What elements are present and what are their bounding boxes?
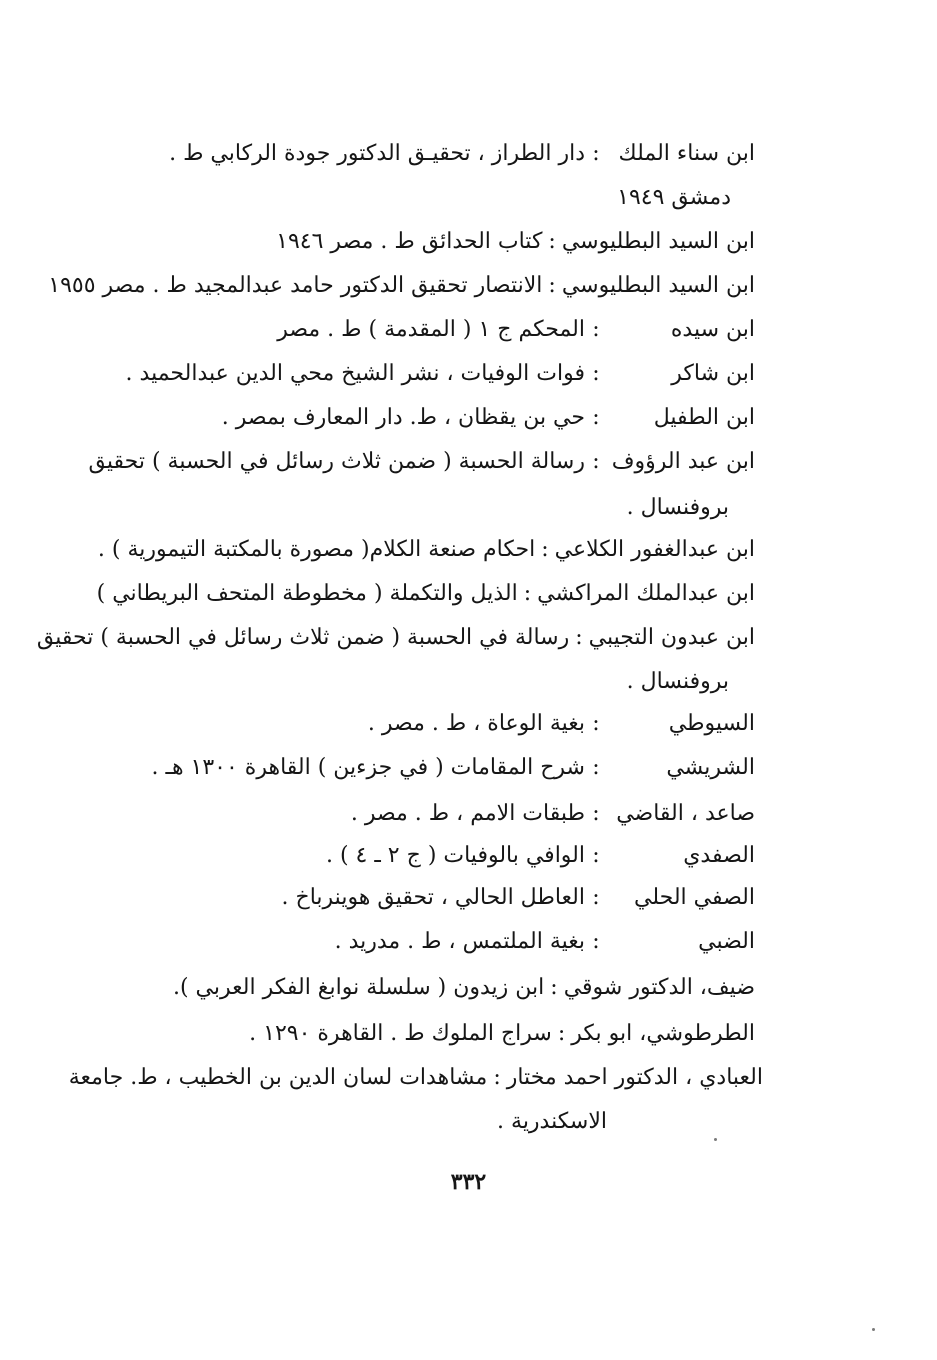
bibliography-entry (100, 220, 755, 264)
entry-author: ابن عبد الرؤوف (611, 449, 755, 474)
entry-author: العبادي ، الدكتور احمد مختار (506, 1065, 763, 1090)
bibliography-entry (100, 834, 755, 878)
entry-separator: : (541, 537, 549, 562)
entry-author: ابن عبدالغفور الكلاعي (554, 537, 755, 562)
scan-speck (714, 1138, 717, 1141)
entry-separator: : (557, 1021, 566, 1046)
entry-work: طبقات الامم ، ط . مصر . (350, 801, 585, 826)
entry-author: صاعد ، القاضي (616, 801, 755, 826)
bibliography-entry (97, 528, 755, 572)
entry-author: ابن شاكر (671, 361, 755, 386)
entry-separator: : (575, 625, 583, 650)
bibliography-entry (100, 746, 755, 790)
entry-separator: : (592, 711, 600, 736)
page-number: ٣٣٢ (450, 1169, 487, 1195)
entry-work: بغية الوعاة ، ط . مصر . (367, 711, 585, 736)
entry-work: الذيل والتكملة ( مخطوطة المتحف البريطاني ) (96, 581, 518, 606)
entry-author: الشريشي (666, 755, 755, 780)
entry-separator: : (550, 975, 558, 1000)
bibliography-entry (100, 966, 755, 1010)
entry-separator: : (523, 581, 532, 606)
bibliography-entry (100, 1012, 755, 1056)
bibliography-entry (100, 920, 755, 964)
entry-continuation: الاسكندرية . (497, 1109, 607, 1134)
bibliography-entry (100, 308, 755, 352)
entry-author: ابن السيد البطليوسي (561, 229, 755, 254)
entry-work: الانتصار تحقيق الدكتور حامد عبدالمجيد ط . مصر ١٩٥٥ (48, 273, 543, 298)
entry-separator: : (548, 229, 556, 254)
entry-author: الضبي (698, 929, 755, 954)
entry-author: ابن الطفيل (653, 405, 755, 430)
entry-work: كتاب الحدائق ط . مصر ١٩٤٦ (276, 229, 543, 254)
entry-author: الصفدي (683, 843, 755, 868)
entry-work: فوات الوفيات ، نشر الشيخ محي الدين عبدالحميد . (125, 361, 585, 386)
entry-author: ابن سناء الملك (618, 141, 755, 166)
entry-separator: : (592, 801, 600, 826)
bibliography-entry (36, 616, 755, 660)
bibliography-entry (100, 792, 755, 836)
bibliography-entry (100, 396, 755, 440)
entry-continuation: بروفنسال . (626, 495, 729, 520)
entry-continuation: بروفنسال . (626, 669, 729, 694)
entry-separator: : (592, 885, 600, 910)
entry-work: احكام صنعة الكلام( مصورة بالمكتبة التيمورية ) . (97, 537, 536, 562)
entry-separator: : (592, 317, 600, 342)
bibliography-entry (100, 132, 755, 176)
bibliography-entry (48, 264, 755, 308)
scan-speck (872, 1328, 875, 1331)
entry-work: ابن زيدون ( سلسلة نوابغ الفكر العربي ). (172, 975, 545, 1000)
entry-author: ضيف، الدكتور شوقي (563, 975, 755, 1000)
entry-work: المحكم ج ١ ( المقدمة ) ط . مصر (277, 317, 585, 342)
entry-work: رسالة في الحسبة ( ضمن ثلاث رسائل في الحسبة ) تحقيق (36, 625, 570, 650)
entry-separator: : (548, 273, 556, 298)
entry-author: الطرطوشي، ابو بكر (571, 1021, 755, 1046)
entry-author: ابن السيد البطليوسي (561, 273, 755, 298)
entry-work: حي بن يقظان ، ط. دار المعارف بمصر . (221, 405, 585, 430)
entry-author: السيوطي (668, 711, 755, 736)
entry-author: ابن عبدالملك المراكشي (537, 581, 755, 606)
bibliography-entry (88, 440, 755, 484)
entry-separator: : (592, 405, 600, 430)
entry-separator: : (592, 929, 600, 954)
entry-separator: : (592, 449, 600, 474)
entry-separator: : (592, 755, 600, 780)
entry-work: رسالة الحسبة ( ضمن ثلاث رسائل في الحسبة ) تحقيق (88, 449, 585, 474)
bibliography-entry (100, 876, 755, 920)
entry-separator: : (592, 361, 600, 386)
bibliography-entry (100, 702, 755, 746)
entry-work: شرح المقامات ( في جزءين ) القاهرة ١٣٠٠ هـ . (151, 755, 585, 780)
bibliography-entry (96, 572, 755, 616)
entry-work: بغية الملتمس ، ط . مدريد . (334, 929, 585, 954)
entry-work: سراج الملوك ط . القاهرة ١٢٩٠ . (249, 1021, 552, 1046)
entry-author: ابن سيده (670, 317, 755, 342)
entry-continuation: دمشق ١٩٤٩ (617, 185, 731, 210)
entry-author: ابن عبدون التجيبي (588, 625, 755, 650)
entry-separator: : (592, 843, 600, 868)
entry-separator: : (592, 141, 600, 166)
entry-work: الوافي بالوفيات ( ج ٢ ـ ٤ ) . (325, 843, 585, 868)
bibliography-entry (68, 1056, 763, 1100)
entry-work: العاطل الحالي ، تحقيق هوينرباخ . (281, 885, 585, 910)
bibliography-entry (100, 352, 755, 396)
entry-author: الصفي الحلي (634, 885, 755, 910)
entry-separator: : (493, 1065, 501, 1090)
entry-work: دار الطراز ، تحقيـق الدكتور جودة الركابي ط . (169, 141, 585, 166)
entry-work: مشاهدات لسان الدين بن الخطيب ، ط. جامعة (68, 1065, 488, 1090)
